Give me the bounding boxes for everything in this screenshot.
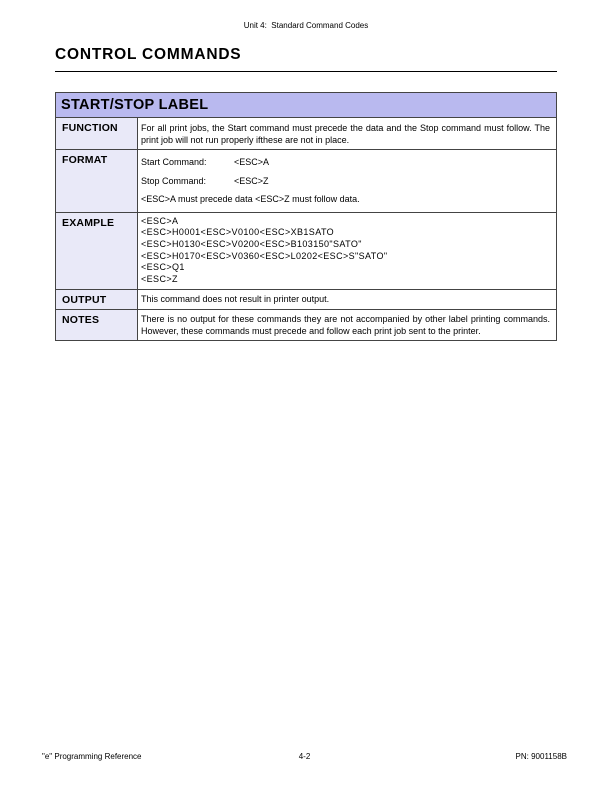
table-title-start-stop-label: START/STOP LABEL (56, 93, 556, 117)
footer-part-number: PN: 9001158B (515, 752, 567, 761)
page-title: CONTROL COMMANDS (55, 46, 557, 72)
format-start-command-line (141, 153, 550, 172)
row-content-notes: There is no output for these commands they are not accompanied by other label printing commands. However, these commands must precede and follow each print job sent to the printer. (141, 313, 550, 336)
format-start-command-value: <ESC>A (234, 157, 270, 167)
row-content-output: This command does not result in printer output. (141, 293, 330, 304)
format-stop-command-name: Stop Command: (141, 175, 207, 186)
page-footer (42, 752, 567, 764)
example-code-line: <ESC>H0130<ESC>V0200<ESC>B103150"SATO" (141, 238, 362, 249)
format-note: <ESC>A must precede data <ESC>Z must follow data. (141, 194, 360, 204)
format-stop-command-value: <ESC>Z (234, 175, 269, 186)
format-stop-command-line (141, 172, 550, 191)
row-label-notes: NOTES (56, 310, 138, 340)
row-content-example (138, 213, 556, 289)
table-row-format (56, 149, 556, 212)
example-code-line: <ESC>Q1 (141, 262, 185, 273)
footer-page-number: 4-2 (298, 752, 311, 761)
row-content-format (138, 150, 556, 212)
row-label-example: EXAMPLE (56, 213, 138, 289)
example-code-line: <ESC>H0001<ESC>V0100<ESC>XB1SATO (141, 227, 335, 238)
running-header: Unit 4: Standard Command Codes (243, 21, 369, 30)
row-label-function: FUNCTION (56, 118, 138, 149)
example-code-line: <ESC>Z (141, 274, 178, 285)
example-code-line: <ESC>H0170<ESC>V0360<ESC>L0202<ESC>S"SATO" (141, 250, 388, 261)
table-row-notes (56, 309, 556, 340)
table-row-output (56, 289, 556, 309)
command-table (55, 92, 557, 341)
format-start-command-name: Start Command: (141, 157, 207, 167)
row-label-format: FORMAT (56, 150, 138, 212)
row-label-output: OUTPUT (56, 290, 138, 309)
table-row-function (56, 117, 556, 149)
example-code-line: <ESC>A (141, 215, 179, 226)
footer-document-title: "e" Programming Reference (42, 752, 142, 761)
table-row-example (56, 212, 556, 289)
row-content-function: For all print jobs, the Start command must precede the data and the Stop command must follow. The print job will not run properly ifthese are not in place. (141, 123, 550, 145)
